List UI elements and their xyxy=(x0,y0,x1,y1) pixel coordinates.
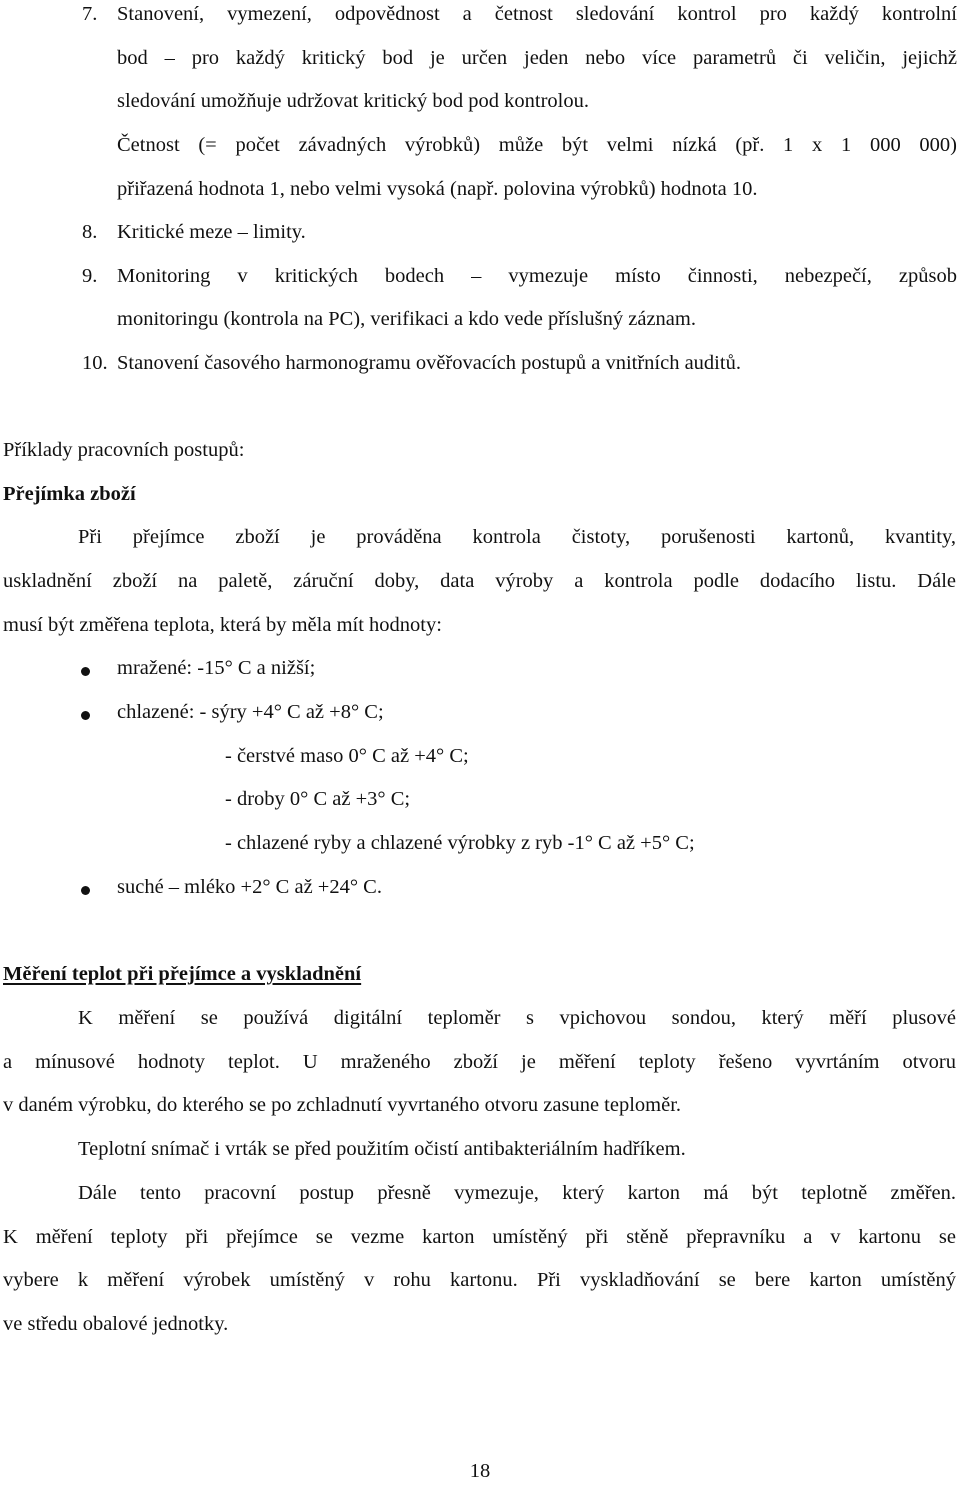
item-7-line-5: přiřazená hodnota 1, nebo velmi vysoká (např. polovina výrobků) hodnota 10. xyxy=(117,178,758,200)
item-8-line-1: Kritické meze – limity. xyxy=(117,221,306,243)
item-7-line-1: Stanovení, vymezení, odpovědnost a četnost sledování kontrol pro každý kontrolní xyxy=(117,3,957,25)
section-2-para1-line-1: K měření se používá digitální teploměr s vpichovou sondou, který měří plusové xyxy=(78,1007,956,1029)
item-number: 9. xyxy=(82,265,98,287)
section-heading xyxy=(3,483,136,506)
section-2-para1-line-2: a mínusové hodnoty teplot. U mraženého zboží je měření teploty řešeno vyvrtáním otvoru xyxy=(3,1051,956,1073)
bullet-chilled: chlazené: - sýry +4° C až +8° C; xyxy=(117,701,384,723)
examples-intro: Příklady pracovních postupů: xyxy=(3,439,245,461)
item-7-line-4: Četnost (= počet závadných výrobků) může být velmi nízká (př. 1 x 1 000 000) xyxy=(117,134,957,156)
section-2-heading-text: Měření teplot při přejímce a vyskladnění xyxy=(3,963,362,985)
item-10-line-1: Stanovení časového harmonogramu ověřovacích postupů a vnitřních auditů. xyxy=(117,352,741,374)
chilled-subitem-offal: - droby 0° C až +3° C; xyxy=(225,788,411,810)
chilled-subitem-fish: - chlazené ryby a chlazené výrobky z ryb -1° C až +5° C; xyxy=(225,832,695,854)
item-number: 10. xyxy=(82,352,108,374)
item-9-line-1: Monitoring v kritických bodech – vymezuje místo činnosti, nebezpečí, způsob xyxy=(117,265,957,287)
item-7-line-3: sledování umožňuje udržovat kritický bod pod kontrolou. xyxy=(117,90,589,112)
item-9-line-2: monitoringu (kontrola na PC), verifikaci a kdo vede příslušný záznam. xyxy=(117,308,696,330)
section-2-para3-line-2: K měření teploty při přejímce se vezme karton umístěný při stěně přepravníku a v kartonu se xyxy=(3,1226,956,1248)
section-2-para3-line-4: ve středu obalové jednotky. xyxy=(3,1313,229,1335)
page-number: 18 xyxy=(469,1460,491,1482)
section-1-heading-text: Přejímka zboží xyxy=(3,483,136,505)
bullet-frozen: mražené: -15° C a nižší; xyxy=(117,657,316,679)
section-heading xyxy=(3,963,361,986)
section-2-para3-line-1: Dále tento pracovní postup přesně vymezuje, který karton má být teplotně změřen. xyxy=(78,1182,956,1204)
section-1-para-line-3: musí být změřena teplota, která by měla mít hodnoty: xyxy=(3,614,442,636)
item-number: 8. xyxy=(82,221,98,243)
chilled-subitem-meat: - čerstvé maso 0° C až +4° C; xyxy=(225,745,469,767)
section-1-para-line-2: uskladnění zboží na paletě, záruční doby, data výroby a kontrola podle dodacího listu. Dále xyxy=(3,570,956,592)
section-2-para1-line-3: v daném výrobku, do kterého se po zchladnutí vyvrtaného otvoru zasune teploměr. xyxy=(3,1094,682,1116)
section-2-para2-line-1: Teplotní snímač i vrták se před použitím očistí antibakteriálním hadříkem. xyxy=(78,1138,686,1160)
bullet-dot-icon xyxy=(81,711,90,720)
bullet-dot-icon xyxy=(81,886,90,895)
bullet-dry-milk: suché – mléko +2° C až +24° C. xyxy=(117,876,382,898)
item-number: 7. xyxy=(82,3,98,25)
bullet-dot-icon xyxy=(81,667,90,676)
section-2-para3-line-3: vybere k měření výrobek umístěný v rohu kartonu. Při vyskladňování se bere karton umístěný xyxy=(3,1269,956,1291)
item-7-line-2: bod – pro každý kritický bod je určen jeden nebo více parametrů či veličin, jejichž xyxy=(117,47,957,69)
section-1-para-line-1: Při přejímce zboží je prováděna kontrola čistoty, porušenosti kartonů, kvantity, xyxy=(78,526,956,548)
